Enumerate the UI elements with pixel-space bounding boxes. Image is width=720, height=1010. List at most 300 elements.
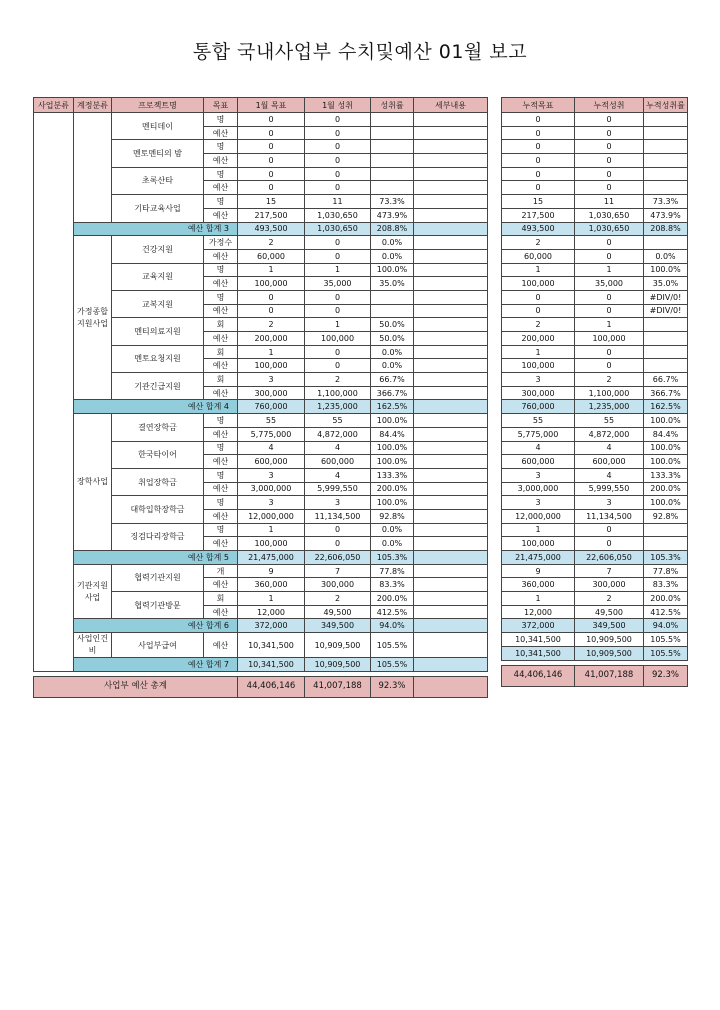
cumulative-goal-cell: 100,000 <box>502 359 575 373</box>
project-name-cell: 취업장학금 <box>112 468 204 495</box>
target-type-cell: 명 <box>204 441 238 455</box>
details-cell <box>414 195 488 209</box>
cumulative-rate-cell: 200.0% <box>644 482 688 496</box>
subtotal-achievement: 349,500 <box>305 619 371 633</box>
month-goal-cell: 0 <box>238 126 305 140</box>
subtotal-label: 예산 합계 5 <box>74 551 238 565</box>
cumulative-goal-cell: 0 <box>502 154 575 168</box>
cumulative-rate-cell <box>644 537 688 551</box>
cumulative-subtotal-row <box>502 619 688 633</box>
cumulative-rate-cell: 100.0% <box>644 263 688 277</box>
cumulative-row <box>502 263 688 277</box>
project-name-cell: 징검다리장학금 <box>112 523 204 550</box>
cumulative-achievement-cell: 0 <box>575 304 644 318</box>
details-cell <box>414 154 488 168</box>
month-goal-cell: 3 <box>238 496 305 510</box>
target-type-cell: 예산 <box>204 386 238 400</box>
cumulative-grand-total-goal: 44,406,146 <box>502 665 575 686</box>
cumulative-subtotal-rate: 162.5% <box>644 400 688 414</box>
table-header-row <box>34 98 488 113</box>
cumulative-achievement-cell: 0 <box>575 249 644 263</box>
cumulative-row <box>502 633 688 647</box>
details-cell <box>414 236 488 250</box>
subtotal-row <box>34 619 488 633</box>
subtotal-details <box>414 222 488 236</box>
project-name-cell: 대학입학장학금 <box>112 496 204 523</box>
target-type-cell: 예산 <box>204 154 238 168</box>
subtotal-rate: 162.5% <box>371 400 414 414</box>
grand-total-rate: 92.3% <box>371 676 414 697</box>
subtotal-goal: 493,500 <box>238 222 305 236</box>
achievement-rate-cell: 50.0% <box>371 318 414 332</box>
details-cell <box>414 633 488 658</box>
project-name-cell: 멘토요청지원 <box>112 345 204 372</box>
month-achievement-cell: 35,000 <box>305 277 371 291</box>
cumulative-rate-cell <box>644 113 688 127</box>
business-category-cell <box>34 113 74 672</box>
target-type-cell: 가정수 <box>204 236 238 250</box>
month-achievement-cell: 1 <box>305 263 371 277</box>
achievement-rate-cell: 0.0% <box>371 523 414 537</box>
target-type-cell: 예산 <box>204 605 238 619</box>
subtotal-achievement: 22,606,050 <box>305 551 371 565</box>
project-name-cell: 사업부급여 <box>112 633 204 658</box>
achievement-rate-cell: 200.0% <box>371 592 414 606</box>
achievement-rate-cell: 84.4% <box>371 427 414 441</box>
cumulative-achievement-cell: 0 <box>575 359 644 373</box>
table-row <box>34 633 488 658</box>
achievement-rate-cell: 0.0% <box>371 249 414 263</box>
cumulative-achievement-cell: 1,030,650 <box>575 208 644 222</box>
month-achievement-cell: 55 <box>305 414 371 428</box>
cumulative-goal-cell: 2 <box>502 236 575 250</box>
cumulative-achievement-cell: 10,909,500 <box>575 633 644 647</box>
cumulative-row <box>502 496 688 510</box>
cumulative-rate-cell <box>644 154 688 168</box>
achievement-rate-cell: 100.0% <box>371 263 414 277</box>
header-details: 세부내용 <box>414 98 488 113</box>
month-achievement-cell: 0 <box>305 113 371 127</box>
cumulative-goal-cell: 1 <box>502 592 575 606</box>
month-achievement-cell: 3 <box>305 496 371 510</box>
achievement-rate-cell: 50.0% <box>371 332 414 346</box>
details-cell <box>414 592 488 606</box>
target-type-cell: 회 <box>204 592 238 606</box>
details-cell <box>414 441 488 455</box>
target-type-cell: 예산 <box>204 482 238 496</box>
details-cell <box>414 332 488 346</box>
cumulative-achievement-cell: 49,500 <box>575 605 644 619</box>
month-achievement-cell: 0 <box>305 126 371 140</box>
cumulative-rate-cell: 200.0% <box>644 592 688 606</box>
cumulative-rate-cell: 473.9% <box>644 208 688 222</box>
table-row <box>34 113 488 127</box>
month-goal-cell: 100,000 <box>238 277 305 291</box>
cumulative-row <box>502 455 688 469</box>
subtotal-achievement: 1,235,000 <box>305 400 371 414</box>
cumulative-row <box>502 208 688 222</box>
subtotal-details <box>414 551 488 565</box>
project-name-cell: 기타교육사업 <box>112 195 204 222</box>
subtotal-row <box>34 222 488 236</box>
details-cell <box>414 113 488 127</box>
cumulative-goal-cell: 3 <box>502 496 575 510</box>
cumulative-achievement-cell: 55 <box>575 414 644 428</box>
cumulative-rate-cell <box>644 359 688 373</box>
cumulative-row <box>502 318 688 332</box>
subtotal-goal: 372,000 <box>238 619 305 633</box>
month-goal-cell: 0 <box>238 304 305 318</box>
month-achievement-cell: 7 <box>305 564 371 578</box>
cumulative-grand-total-rate: 92.3% <box>644 665 688 686</box>
month-achievement-cell: 1,030,650 <box>305 208 371 222</box>
subtotal-goal: 21,475,000 <box>238 551 305 565</box>
achievement-rate-cell <box>371 140 414 154</box>
grand-total-achievement: 41,007,188 <box>305 676 371 697</box>
month-goal-cell: 1 <box>238 592 305 606</box>
cumulative-row <box>502 523 688 537</box>
grand-total-row <box>34 676 488 697</box>
cumulative-subtotal-row <box>502 400 688 414</box>
details-cell <box>414 564 488 578</box>
cumulative-row <box>502 345 688 359</box>
month-achievement-cell: 0 <box>305 537 371 551</box>
cumulative-rate-cell: #DIV/0! <box>644 290 688 304</box>
achievement-rate-cell: 473.9% <box>371 208 414 222</box>
month-goal-cell: 4 <box>238 441 305 455</box>
month-achievement-cell: 0 <box>305 154 371 168</box>
cumulative-rate-cell <box>644 332 688 346</box>
cumulative-row <box>502 468 688 482</box>
cumulative-achievement-cell: 11 <box>575 195 644 209</box>
month-achievement-cell: 0 <box>305 304 371 318</box>
achievement-rate-cell: 0.0% <box>371 345 414 359</box>
cumulative-row <box>502 140 688 154</box>
month-achievement-cell: 0 <box>305 167 371 181</box>
header-project-name: 프로젝트명 <box>112 98 204 113</box>
cumulative-achievement-cell: 1 <box>575 318 644 332</box>
cumulative-rate-cell: 35.0% <box>644 277 688 291</box>
subtotal-label: 예산 합계 3 <box>74 222 238 236</box>
account-category-cell: 가정종합 지원사업 <box>74 236 112 400</box>
achievement-rate-cell <box>371 181 414 195</box>
cumulative-row <box>502 304 688 318</box>
cumulative-goal-cell: 5,775,000 <box>502 427 575 441</box>
cumulative-rate-cell: 100.0% <box>644 496 688 510</box>
cumulative-rate-cell: 73.3% <box>644 195 688 209</box>
cumulative-subtotal-row <box>502 222 688 236</box>
details-cell <box>414 386 488 400</box>
achievement-rate-cell: 35.0% <box>371 277 414 291</box>
cumulative-row <box>502 113 688 127</box>
month-achievement-cell: 11 <box>305 195 371 209</box>
target-type-cell: 명 <box>204 468 238 482</box>
cumulative-row <box>502 592 688 606</box>
target-type-cell: 예산 <box>204 359 238 373</box>
cumulative-achievement-cell: 35,000 <box>575 277 644 291</box>
cumulative-rate-cell <box>644 126 688 140</box>
subtotal-details <box>414 619 488 633</box>
month-achievement-cell: 49,500 <box>305 605 371 619</box>
details-cell <box>414 249 488 263</box>
details-cell <box>414 537 488 551</box>
cumulative-row <box>502 537 688 551</box>
achievement-rate-cell <box>371 154 414 168</box>
details-cell <box>414 427 488 441</box>
cumulative-goal-cell: 1 <box>502 345 575 359</box>
header-cumulative-rate: 누적성취률 <box>644 98 688 113</box>
target-type-cell: 명 <box>204 113 238 127</box>
cumulative-subtotal-achievement: 22,606,050 <box>575 551 644 565</box>
cumulative-achievement-cell: 100,000 <box>575 332 644 346</box>
achievement-rate-cell: 0.0% <box>371 537 414 551</box>
month-achievement-cell: 11,134,500 <box>305 509 371 523</box>
cumulative-subtotal-goal: 493,500 <box>502 222 575 236</box>
cumulative-goal-cell: 300,000 <box>502 386 575 400</box>
cumulative-rate-cell: #DIV/0! <box>644 304 688 318</box>
cumulative-grand-total-row <box>502 665 688 686</box>
report-title: 통합 국내사업부 수치및예산 01월 보고 <box>192 41 528 63</box>
details-cell <box>414 304 488 318</box>
cumulative-rate-cell <box>644 523 688 537</box>
target-type-cell: 명 <box>204 290 238 304</box>
subtotal-goal: 760,000 <box>238 400 305 414</box>
project-name-cell: 협력기관지원 <box>112 564 204 591</box>
project-name-cell: 멘티데이 <box>112 113 204 140</box>
month-achievement-cell: 2 <box>305 592 371 606</box>
project-name-cell: 협력기관방문 <box>112 592 204 619</box>
cumulative-rate-cell: 77.8% <box>644 564 688 578</box>
subtotal-row <box>34 551 488 565</box>
target-type-cell: 예산 <box>204 427 238 441</box>
cumulative-goal-cell: 100,000 <box>502 277 575 291</box>
cumulative-goal-cell: 12,000,000 <box>502 509 575 523</box>
cumulative-grand-total-achievement: 41,007,188 <box>575 665 644 686</box>
target-type-cell: 예산 <box>204 332 238 346</box>
cumulative-goal-cell: 0 <box>502 304 575 318</box>
header-achievement-rate: 성취률 <box>371 98 414 113</box>
cumulative-rate-cell: 0.0% <box>644 249 688 263</box>
header-cumulative-achievement: 누적성취 <box>575 98 644 113</box>
cumulative-goal-cell: 100,000 <box>502 537 575 551</box>
details-cell <box>414 373 488 387</box>
cumulative-row <box>502 359 688 373</box>
cumulative-subtotal-goal: 10,341,500 <box>502 646 575 660</box>
cumulative-rate-cell: 133.3% <box>644 468 688 482</box>
details-cell <box>414 468 488 482</box>
cumulative-achievement-cell: 0 <box>575 345 644 359</box>
target-type-cell: 예산 <box>204 455 238 469</box>
month-goal-cell: 3 <box>238 373 305 387</box>
cumulative-achievement-cell: 5,999,550 <box>575 482 644 496</box>
cumulative-subtotal-achievement: 349,500 <box>575 619 644 633</box>
target-type-cell: 예산 <box>204 509 238 523</box>
cumulative-row <box>502 509 688 523</box>
month-goal-cell: 1 <box>238 345 305 359</box>
cumulative-rate-cell <box>644 181 688 195</box>
cumulative-rate-cell: 105.5% <box>644 633 688 647</box>
month-goal-cell: 2 <box>238 236 305 250</box>
target-type-cell: 회 <box>204 345 238 359</box>
target-type-cell: 회 <box>204 373 238 387</box>
table-row <box>34 236 488 250</box>
month-goal-cell: 1 <box>238 263 305 277</box>
cumulative-goal-cell: 0 <box>502 126 575 140</box>
cumulative-row <box>502 414 688 428</box>
subtotal-details <box>414 400 488 414</box>
cumulative-row <box>502 167 688 181</box>
month-goal-cell: 10,341,500 <box>238 633 305 658</box>
account-category-cell: 장학사업 <box>74 414 112 551</box>
cumulative-goal-cell: 3,000,000 <box>502 482 575 496</box>
month-achievement-cell: 0 <box>305 236 371 250</box>
cumulative-achievement-cell: 4 <box>575 441 644 455</box>
cumulative-row <box>502 332 688 346</box>
month-goal-cell: 0 <box>238 290 305 304</box>
cumulative-goal-cell: 60,000 <box>502 249 575 263</box>
achievement-rate-cell: 133.3% <box>371 468 414 482</box>
cumulative-rate-cell <box>644 236 688 250</box>
cumulative-achievement-cell: 600,000 <box>575 455 644 469</box>
cumulative-row <box>502 605 688 619</box>
cumulative-achievement-cell: 1,100,000 <box>575 386 644 400</box>
month-achievement-cell: 0 <box>305 249 371 263</box>
cumulative-subtotal-goal: 372,000 <box>502 619 575 633</box>
cumulative-row <box>502 427 688 441</box>
achievement-rate-cell <box>371 290 414 304</box>
achievement-rate-cell: 100.0% <box>371 455 414 469</box>
achievement-rate-cell: 100.0% <box>371 496 414 510</box>
cumulative-row <box>502 126 688 140</box>
cumulative-achievement-cell: 7 <box>575 564 644 578</box>
month-achievement-cell: 4 <box>305 468 371 482</box>
cumulative-goal-cell: 4 <box>502 441 575 455</box>
cumulative-achievement-cell: 0 <box>575 537 644 551</box>
cumulative-goal-cell: 600,000 <box>502 455 575 469</box>
subtotal-row <box>34 400 488 414</box>
month-goal-cell: 12,000 <box>238 605 305 619</box>
details-cell <box>414 578 488 592</box>
cumulative-achievement-cell: 0 <box>575 236 644 250</box>
month-goal-cell: 100,000 <box>238 537 305 551</box>
cumulative-goal-cell: 2 <box>502 318 575 332</box>
cumulative-row <box>502 236 688 250</box>
target-type-cell: 명 <box>204 414 238 428</box>
cumulative-row <box>502 154 688 168</box>
cumulative-subtotal-goal: 21,475,000 <box>502 551 575 565</box>
cumulative-row <box>502 578 688 592</box>
achievement-rate-cell <box>371 304 414 318</box>
cumulative-achievement-cell: 0 <box>575 181 644 195</box>
subtotal-rate: 105.3% <box>371 551 414 565</box>
header-month-goal: 1월 목표 <box>238 98 305 113</box>
cumulative-subtotal-achievement: 10,909,500 <box>575 646 644 660</box>
month-goal-cell: 100,000 <box>238 359 305 373</box>
cumulative-goal-cell: 1 <box>502 523 575 537</box>
details-cell <box>414 496 488 510</box>
details-cell <box>414 277 488 291</box>
target-type-cell: 명 <box>204 496 238 510</box>
subtotal-rate: 208.8% <box>371 222 414 236</box>
month-achievement-cell: 4 <box>305 441 371 455</box>
achievement-rate-cell: 92.8% <box>371 509 414 523</box>
month-goal-cell: 0 <box>238 140 305 154</box>
month-goal-cell: 1 <box>238 523 305 537</box>
cumulative-goal-cell: 3 <box>502 468 575 482</box>
header-cumulative-goal: 누적목표 <box>502 98 575 113</box>
cumulative-goal-cell: 0 <box>502 181 575 195</box>
month-goal-cell: 200,000 <box>238 332 305 346</box>
details-cell <box>414 208 488 222</box>
target-type-cell: 명 <box>204 523 238 537</box>
cumulative-goal-cell: 10,341,500 <box>502 633 575 647</box>
cumulative-row <box>502 564 688 578</box>
cumulative-row <box>502 386 688 400</box>
achievement-rate-cell <box>371 126 414 140</box>
cumulative-achievement-cell: 2 <box>575 592 644 606</box>
achievement-rate-cell: 412.5% <box>371 605 414 619</box>
subtotal-details <box>414 658 488 672</box>
month-goal-cell: 60,000 <box>238 249 305 263</box>
grand-total-goal: 44,406,146 <box>238 676 305 697</box>
achievement-rate-cell: 366.7% <box>371 386 414 400</box>
achievement-rate-cell: 66.7% <box>371 373 414 387</box>
target-type-cell: 명 <box>204 195 238 209</box>
subtotal-achievement: 10,909,500 <box>305 658 371 672</box>
project-name-cell: 초록산타 <box>112 167 204 194</box>
target-type-cell: 명 <box>204 167 238 181</box>
cumulative-achievement-cell: 0 <box>575 523 644 537</box>
cumulative-goal-cell: 0 <box>502 290 575 304</box>
header-month-achievement: 1월 성취 <box>305 98 371 113</box>
achievement-rate-cell <box>371 113 414 127</box>
cumulative-rate-cell: 366.7% <box>644 386 688 400</box>
details-cell <box>414 167 488 181</box>
target-type-cell: 예산 <box>204 181 238 195</box>
details-cell <box>414 345 488 359</box>
month-achievement-cell: 2 <box>305 373 371 387</box>
cumulative-subtotal-achievement: 1,030,650 <box>575 222 644 236</box>
subtotal-goal: 10,341,500 <box>238 658 305 672</box>
cumulative-goal-cell: 12,000 <box>502 605 575 619</box>
cumulative-row <box>502 290 688 304</box>
details-cell <box>414 359 488 373</box>
achievement-rate-cell: 83.3% <box>371 578 414 592</box>
project-name-cell: 건강지원 <box>112 236 204 263</box>
cumulative-rate-cell: 83.3% <box>644 578 688 592</box>
achievement-rate-cell: 105.5% <box>371 633 414 658</box>
target-type-cell: 예산 <box>204 633 238 658</box>
cumulative-achievement-cell: 3 <box>575 496 644 510</box>
month-goal-cell: 0 <box>238 154 305 168</box>
header-target-type: 목표 <box>204 98 238 113</box>
cumulative-achievement-cell: 0 <box>575 167 644 181</box>
cumulative-rate-cell <box>644 318 688 332</box>
achievement-rate-cell: 73.3% <box>371 195 414 209</box>
cumulative-rate-cell <box>644 167 688 181</box>
cumulative-row <box>502 277 688 291</box>
month-goal-cell: 0 <box>238 181 305 195</box>
cumulative-header-row <box>502 98 688 113</box>
subtotal-label: 예산 합계 6 <box>74 619 238 633</box>
achievement-rate-cell: 200.0% <box>371 482 414 496</box>
cumulative-subtotal-achievement: 1,235,000 <box>575 400 644 414</box>
cumulative-report-table <box>501 97 688 687</box>
cumulative-achievement-cell: 0 <box>575 126 644 140</box>
grand-total-label: 사업부 예산 총계 <box>34 676 238 697</box>
details-cell <box>414 414 488 428</box>
account-category-cell <box>74 113 112 223</box>
